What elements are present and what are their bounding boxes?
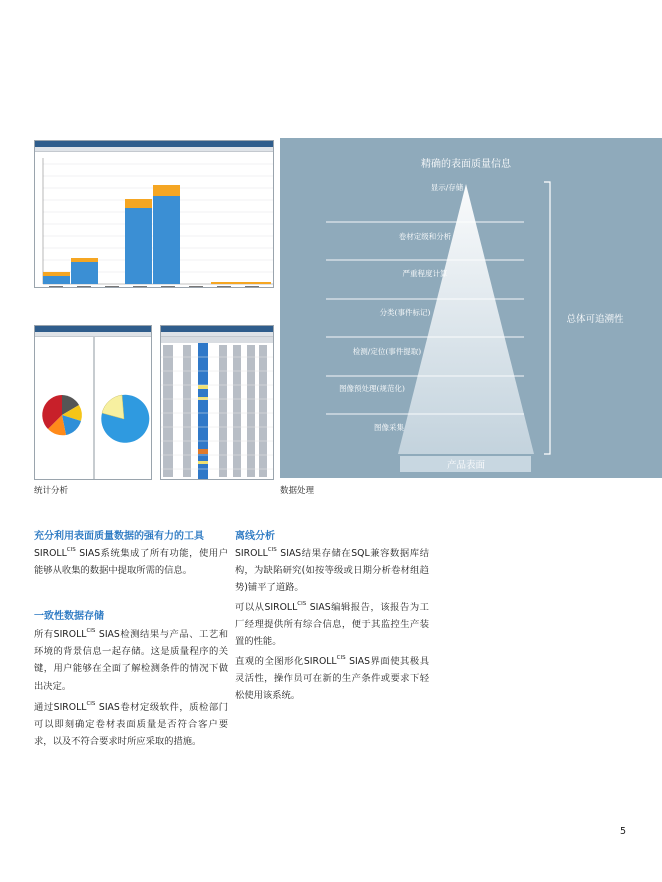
data-table-screenshot xyxy=(160,325,274,480)
heading-offline-analysis: 离线分析 xyxy=(235,531,275,542)
pyramid-level-label: 显示/存储 xyxy=(430,183,464,192)
paragraph-reports: 可以从$SIROLL^{CIS}$ SIAS编辑报告，该报告为工厂经理提供所有综合信息，便于其监控生产装置的性能。 xyxy=(235,601,429,648)
heading-data-storage: 一致性数据存储 xyxy=(34,611,104,622)
page-number: 5 xyxy=(620,826,627,837)
bar-chart-screenshot xyxy=(34,140,274,288)
pie-charts-image xyxy=(35,337,152,480)
paragraph-coil-grading: 通过$SIROLL^{CIS}$ SIAS卷材定级软件，质检部门可以即刻确定卷材表面质量是否符合客户要求，以及不符合要求时所应采取的措施。 xyxy=(34,701,228,748)
pyramid-level-label: 检测/定位(事件提取) xyxy=(352,347,422,356)
data-table-image xyxy=(161,337,274,480)
caption-statistics: 统计分析 xyxy=(34,486,69,496)
paragraph-sql-storage: $SIROLL^{CIS}$ SIAS结果存储在SQL兼容数据库结构，为缺陷研究(如按等级或日期分析卷材组趋势)铺平了道路。 xyxy=(235,547,429,594)
pyramid-level-label: 卷材定级和分析 xyxy=(398,232,452,241)
pyramid-level-label: 严重程度计算 xyxy=(402,269,448,278)
caption-data-processing: 数据处理 xyxy=(280,486,315,496)
pyramid-base-label: 产品表面 xyxy=(446,460,486,471)
paragraph-integration: $SIROLL^{CIS}$ SIAS系统集成了所有功能，使用户能够从收集的数据中提取所需的信息。 xyxy=(34,547,228,577)
traceability-label: 总体可追溯性 xyxy=(566,314,624,325)
pyramid-title: 精确的表面质量信息 xyxy=(421,159,511,170)
paragraph-interface: 直观的全图形化$SIROLL^{CIS}$ SIAS界面使其极具灵活性，操作员可在新的生产条件或要求下轻松使用该系统。 xyxy=(235,655,429,702)
pyramid-level-label: 分类(事件标记) xyxy=(379,308,431,317)
bar-chart-image xyxy=(35,152,274,288)
heading-powerful-tool: 充分利用表面质量数据的强有力的工具 xyxy=(34,531,204,542)
pie-chart-screenshot xyxy=(34,325,152,480)
pyramid-level-label: 图像预处理(规范化) xyxy=(339,384,405,393)
paragraph-storage: 所有$SIROLL^{CIS}$ SIAS检测结果与产品、工艺和环境的背景信息一起存储。这是质量程序的关键，用户能够在全面了解检测条件的情况下做出决定。 xyxy=(34,628,228,692)
quality-pyramid-diagram xyxy=(280,138,662,478)
pyramid-graphic xyxy=(280,138,662,478)
pyramid-level-label: 图像采集 xyxy=(374,423,404,432)
